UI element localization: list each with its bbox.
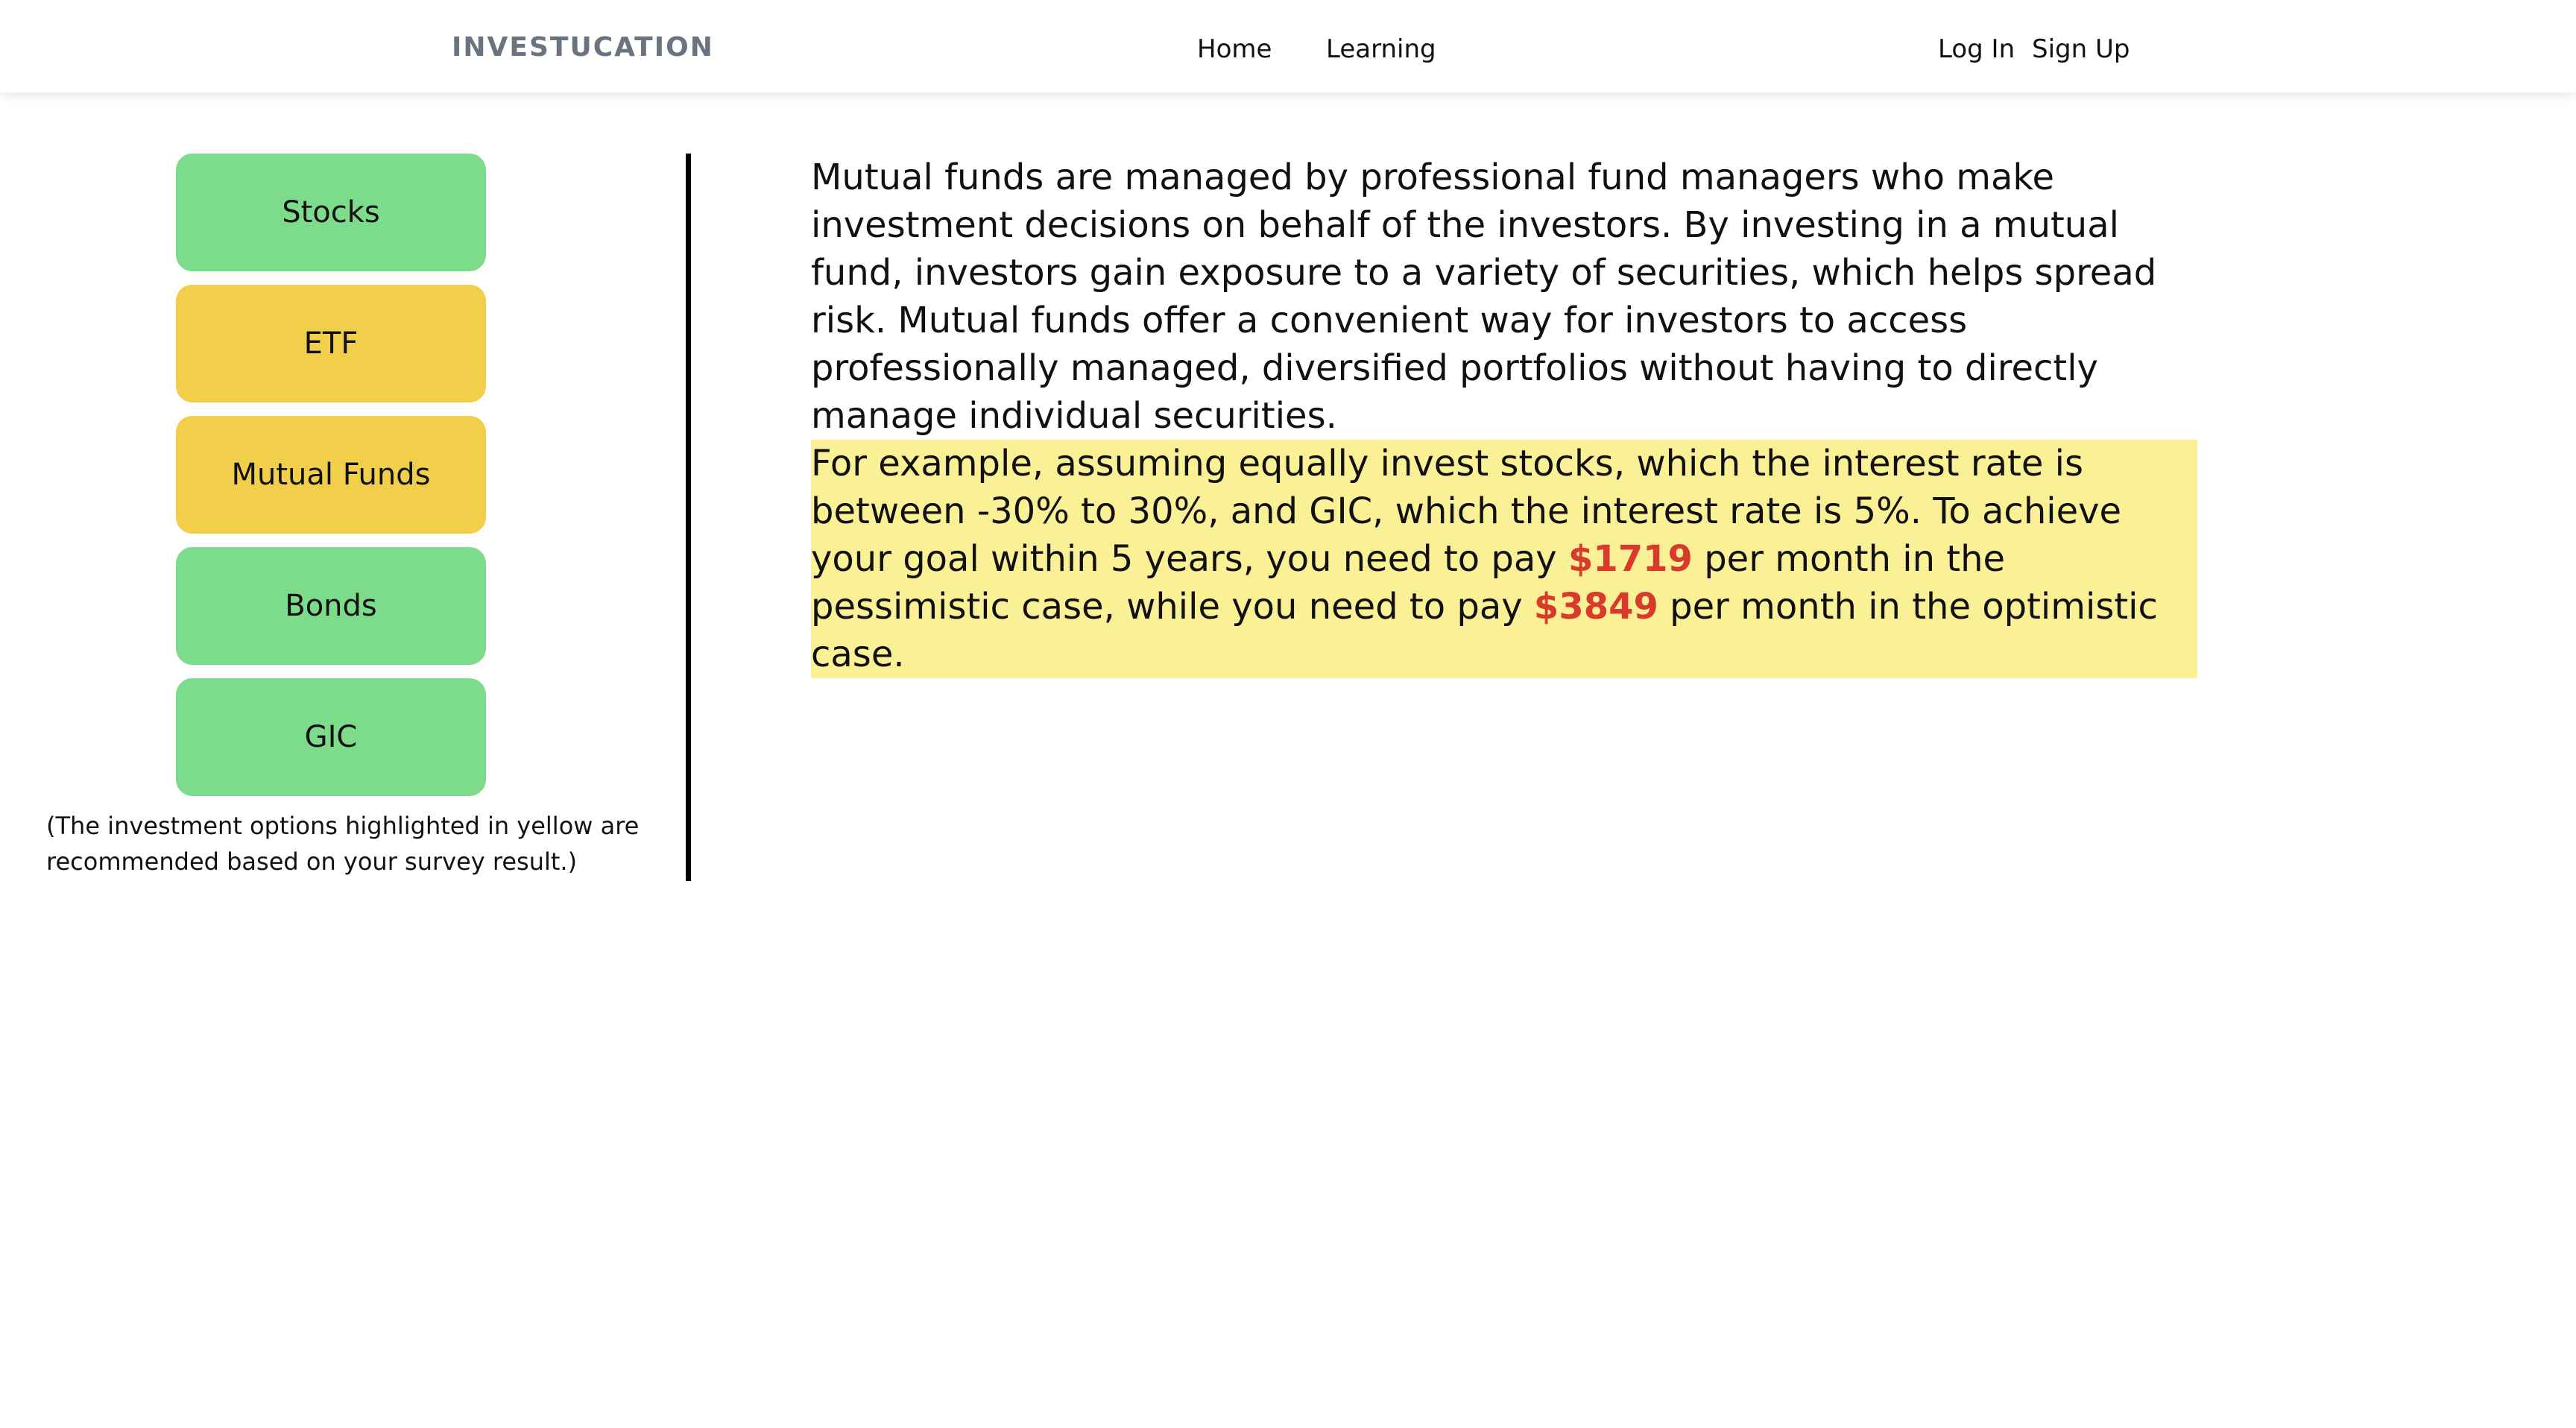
mutual-funds-description: Mutual funds are managed by professional fund managers who make investment decisions on behalf of the investors. By investing in a mutual fund, investors gain exposure to a variety of securities, which helps spread risk. Mutual funds offer a convenient way for investors to access professionally managed, diversified portfolios without having to directly manage individual securities. (811, 157, 2157, 437)
option-stocks-button[interactable]: Stocks (176, 154, 486, 271)
recommendation-note: (The investment options highlighted in yellow are recommended based on your survey result.) (46, 812, 640, 876)
option-etf-button[interactable]: ETF (176, 285, 486, 402)
option-mutual-funds-button[interactable]: Mutual Funds (176, 416, 486, 534)
nav-learning-link[interactable]: Learning (1326, 34, 1436, 64)
example-paragraph (811, 440, 2197, 678)
example-text-part3: per month in the optimistic case. (811, 586, 2158, 675)
vertical-divider (686, 154, 691, 881)
brand-logo[interactable]: INVESTUCATION (452, 32, 714, 63)
option-bonds-button[interactable]: Bonds (176, 547, 486, 665)
example-text-part2: per month in the pessimistic case, while you need to pay (811, 538, 2006, 628)
nav-home-link[interactable]: Home (1197, 34, 1272, 64)
signup-link[interactable]: Sign Up (2032, 34, 2130, 64)
login-link[interactable]: Log In (1938, 34, 2015, 64)
example-text-part1: For example, assuming equally invest stocks, which the interest rate is between -30% to 30%, and GIC, which the interest rate is 5%. To achieve your goal within 5 years, you need to pay (811, 443, 2122, 580)
option-gic-button[interactable]: GIC (176, 678, 486, 796)
pessimistic-amount: $1719 (1568, 538, 1693, 580)
top-navbar (0, 0, 2576, 92)
main-content (811, 154, 2197, 678)
optimistic-amount: $3849 (1533, 586, 1658, 628)
